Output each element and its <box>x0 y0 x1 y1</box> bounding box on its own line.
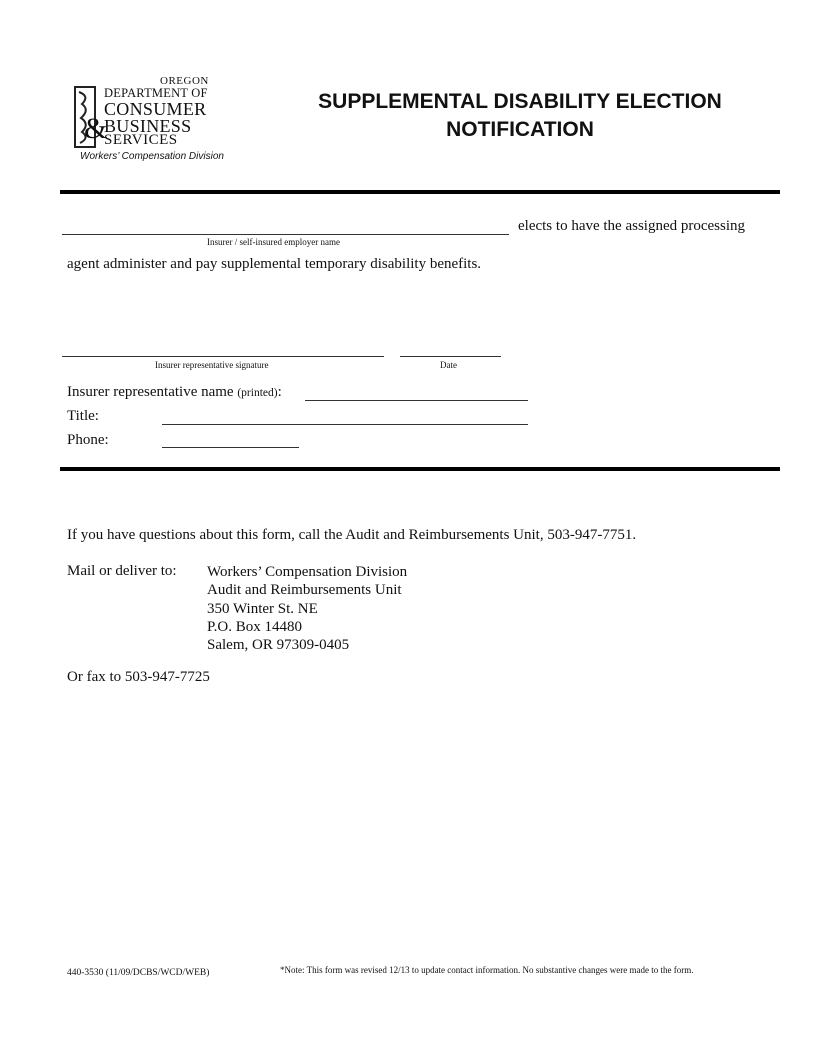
address-line: Audit and Reimbursements Unit <box>207 582 402 599</box>
title-line-1: SUPPLEMENTAL DISABILITY ELECTION <box>318 90 722 113</box>
address-line: 350 Winter St. NE <box>207 600 318 617</box>
logo-consumer: CONSUMER <box>104 99 207 119</box>
form-number: 440-3530 (11/09/DCBS/WCD/WEB) <box>67 968 210 978</box>
revision-note: *Note: This form was revised 12/13 to update contact information. No substantive changes were made to the form. <box>280 965 694 975</box>
signature-caption: Insurer representative signature <box>155 360 269 370</box>
insurer-name-field[interactable] <box>62 234 509 235</box>
phone-label: Phone: <box>67 432 109 448</box>
rep-name-label <box>67 384 282 401</box>
logo-ampersand: & <box>84 112 108 145</box>
date-field[interactable] <box>400 356 501 357</box>
logo-services: SERVICES <box>104 132 178 148</box>
rep-name-colon: : <box>277 384 282 400</box>
rep-name-label-text: Insurer representative name <box>67 384 234 400</box>
logo-state: OREGON <box>160 75 209 87</box>
logo-department: DEPARTMENT OF <box>104 86 208 100</box>
insurer-caption: Insurer / self-insured employer name <box>207 237 340 247</box>
agent-text: agent administer and pay supplemental temporary disability benefits. <box>67 256 482 272</box>
top-divider <box>60 190 780 194</box>
phone-field[interactable] <box>162 447 299 448</box>
logo-division: Workers’ Compensation Division <box>80 151 224 162</box>
address-line: P.O. Box 14480 <box>207 618 303 635</box>
address-line: Workers’ Compensation Division <box>207 564 408 580</box>
logo-business: BUSINESS <box>104 116 192 136</box>
title-line-2: NOTIFICATION <box>446 118 594 141</box>
page-title <box>270 88 770 144</box>
title-field[interactable] <box>162 424 528 425</box>
rep-name-printed: (printed) <box>237 387 278 399</box>
bottom-divider <box>60 467 780 471</box>
date-caption: Date <box>440 360 457 370</box>
elects-text: elects to have the assigned processing <box>518 218 746 234</box>
mailing-address <box>207 563 407 654</box>
fax-text: Or fax to 503-947-7725 <box>67 669 210 685</box>
address-line: Salem, OR 97309-0405 <box>207 637 350 654</box>
mail-label: Mail or deliver to: <box>67 563 177 579</box>
signature-field[interactable] <box>62 356 384 357</box>
questions-text: If you have questions about this form, call the Audit and Reimbursements Unit, 503-947-7751. <box>67 527 637 543</box>
rep-name-field[interactable] <box>305 400 528 401</box>
title-label: Title: <box>67 408 99 424</box>
